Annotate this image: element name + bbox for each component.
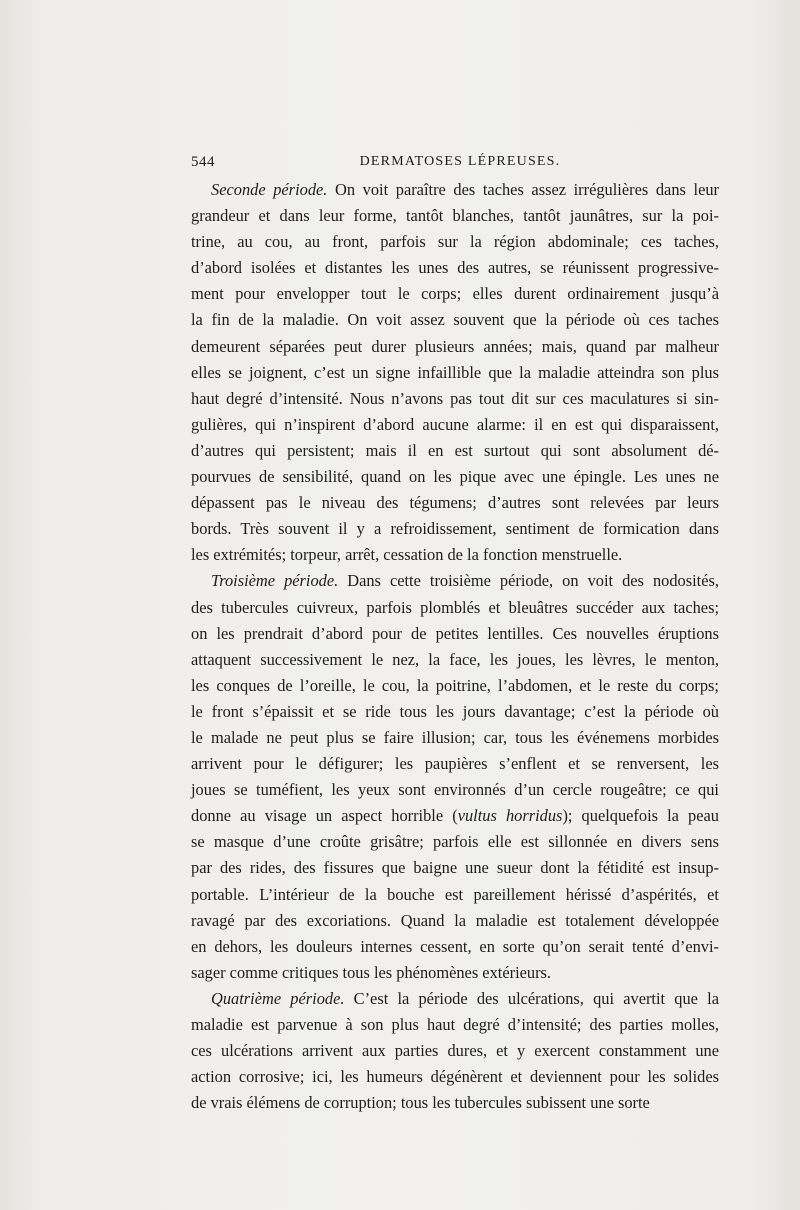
text-line: [191, 855, 719, 881]
running-title: DERMATOSES LÉPREUSES.: [359, 154, 561, 169]
text-line: [191, 1038, 719, 1064]
line-text: trine, au cou, au front, parfois sur la région abdominale; ces taches,: [191, 232, 719, 252]
line-text: ment pour envelopper tout le corps; elles durent ordinairement jusqu’à: [191, 284, 719, 304]
text-line: [191, 412, 719, 438]
text-line: [191, 751, 719, 777]
period-heading: Quatrième période.: [211, 988, 345, 1008]
line-text: la fin de la maladie. On voit assez souvent que la période où ces taches: [191, 310, 719, 330]
line-text: sager comme critiques tous les phénomènes extérieurs.: [191, 962, 552, 982]
line-text: Dans cette troisième période, on voit des nodosités,: [338, 571, 719, 591]
text-line: [191, 725, 719, 751]
text-line: [191, 255, 719, 281]
line-text: attaquent successivement le nez, la face, les joues, les lèvres, le menton,: [191, 649, 719, 669]
line-text: gulières, qui n’inspirent d’abord aucune alarme: il en est qui disparaissent,: [191, 414, 719, 434]
period-heading: Seconde période.: [211, 180, 328, 199]
paragraph: [191, 986, 719, 1116]
line-text: des tubercules cuivreux, parfois plomblés et bleuâtres succéder aux taches;: [191, 597, 719, 617]
line-text: maladie est parvenue à son plus haut degré d’intensité; des parties molles,: [191, 1015, 719, 1034]
text-line: [191, 464, 719, 490]
line-text: en dehors, les douleurs internes cessent, en sorte qu’on serait tenté d’envi-: [191, 936, 719, 956]
text-line: [191, 1064, 719, 1090]
text-line: [191, 647, 719, 673]
line-text: pourvues de sensibilité, quand on les pique avec une épingle. Les unes ne: [191, 467, 719, 487]
line-text: le front s’épaissit et se ride tous les jours davantage; c’est la période où: [191, 701, 719, 721]
text-line: [191, 621, 719, 647]
line-text: action corrosive; ici, les humeurs dégénèrent et deviennent pour les solides: [191, 1067, 719, 1087]
page-number: 544: [191, 154, 215, 170]
body-text: [191, 177, 719, 1116]
line-text: joues se tuméfient, les yeux sont environnés d’un cercle rougeâtre; ce qui: [191, 780, 719, 800]
text-line: [191, 334, 719, 360]
line-text: donne au visage un aspect horrible (: [191, 806, 458, 826]
line-text: portable. L’intérieur de la bouche est pareillement hérissé d’aspérités, et: [191, 884, 719, 904]
line-text: elles se joignent, c’est un signe infaillible que la maladie atteindra son plus: [191, 362, 719, 382]
line-text: C’est la période des ulcérations, qui avertit que la: [344, 988, 719, 1008]
text-line: [191, 699, 719, 725]
line-text: d’autres qui persistent; mais il en est surtout qui sont absolument dé-: [191, 440, 719, 460]
text-line: [191, 803, 719, 829]
line-text: les conques de l’oreille, le cou, la poitrine, l’abdomen, et le reste du corps;: [191, 675, 719, 695]
line-text: le malade ne peut plus se faire illusion; car, tous les événemens morbides: [191, 727, 719, 747]
paragraph: [191, 568, 719, 986]
line-text: d’abord isolées et distantes les unes des autres, se réunissent progressive-: [191, 258, 719, 278]
line-text: on les prendrait d’abord pour de petites lentilles. Ces nouvelles éruptions: [191, 623, 719, 643]
period-heading: Troisième période.: [211, 571, 339, 591]
line-text: dépassent pas le niveau des tégumens; d’autres sont relevées par leurs: [191, 493, 719, 513]
text-line: [191, 934, 719, 960]
text-line: [191, 386, 719, 412]
text-line: [191, 986, 719, 1012]
text-line: [191, 281, 719, 307]
line-text: de vrais élémens de corruption; tous les tubercules subissent une sorte: [191, 1093, 650, 1113]
line-text: On voit paraître des taches assez irrégulières dans leur: [327, 180, 719, 199]
text-line: [191, 908, 719, 934]
text-line: [191, 516, 719, 542]
text-line: [191, 203, 719, 229]
line-text: se masque d’une croûte grisâtre; parfois elle est sillonnée en divers sens: [191, 832, 719, 852]
text-line: [191, 307, 719, 333]
text-line: [191, 1090, 719, 1116]
text-line: [191, 1012, 719, 1038]
page-header: [191, 154, 719, 176]
line-text: haut degré d’intensité. Nous n’avons pas tout dit sur ces maculatures si sin-: [191, 388, 719, 408]
line-text: ravagé par des excoriations. Quand la maladie est totalement développée: [191, 910, 719, 930]
text-line: [191, 542, 719, 568]
line-text: grandeur et dans leur forme, tantôt blanches, tantôt jaunâtres, sur la poi-: [191, 206, 719, 226]
line-text: arrivent pour le défigurer; les paupières s’enflent et se renversent, les: [191, 754, 719, 774]
text-line: [191, 177, 719, 203]
text-line: [191, 960, 719, 986]
line-text-after: ); quelquefois la peau: [562, 806, 719, 826]
text-line: [191, 882, 719, 908]
latin-phrase: vultus horridus: [457, 806, 563, 826]
line-text: bords. Très souvent il y a refroidissement, sentiment de formication dans: [191, 519, 719, 539]
text-line: [191, 829, 719, 855]
line-text: par des rides, des fissures que baigne une sueur dont la fétidité est insup-: [191, 858, 719, 878]
line-text: ces ulcérations arrivent aux parties dures, et y exercent constamment une: [191, 1041, 719, 1061]
text-line: [191, 490, 719, 516]
text-line: [191, 777, 719, 803]
text-line: [191, 673, 719, 699]
text-line: [191, 438, 719, 464]
line-text: les extrémités; torpeur, arrêt, cessation de la fonction menstruelle.: [191, 545, 623, 565]
paragraph: [191, 177, 719, 568]
text-line: [191, 595, 719, 621]
text-line: [191, 229, 719, 255]
text-line: [191, 360, 719, 386]
line-text: demeurent séparées peut durer plusieurs années; mais, quand par malheur: [191, 336, 719, 356]
text-line: [191, 568, 719, 594]
